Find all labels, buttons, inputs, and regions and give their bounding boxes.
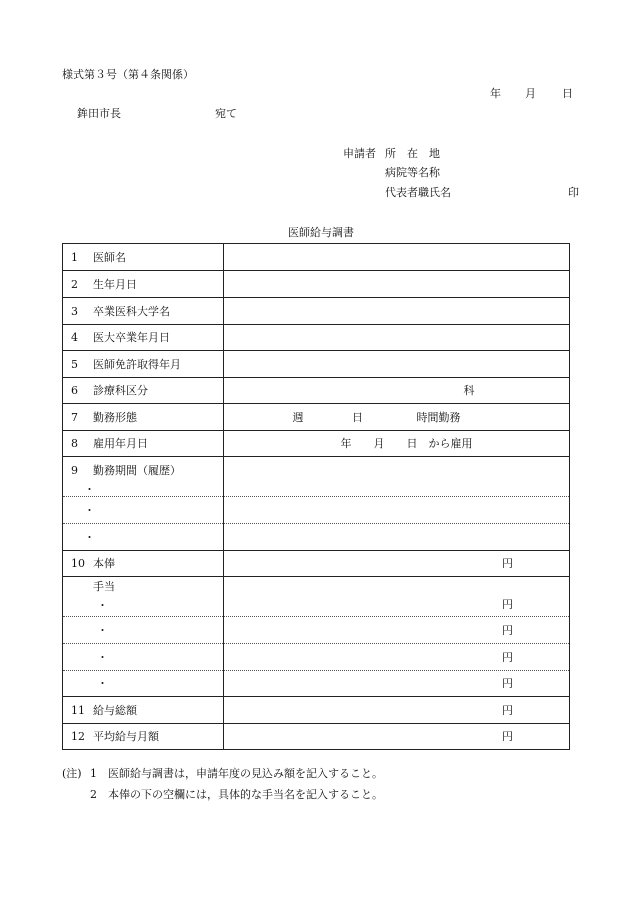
row-label: 本俸 (93, 557, 115, 570)
date-month: 月 (525, 87, 536, 100)
row-label: 卒業医科大学名 (93, 304, 170, 318)
applicant-label: 申請者 (343, 147, 376, 160)
hospital-name-label: 病院等名称 (385, 166, 440, 179)
table-row (63, 404, 570, 431)
department-unit: 科 (463, 384, 475, 397)
yen-unit: 円 (502, 623, 513, 637)
row-label: 勤務期間（履歴） (93, 463, 181, 477)
table-row (63, 524, 570, 551)
allowance-field-1[interactable] (224, 577, 570, 617)
table-row (63, 351, 570, 378)
note-2-number: 2 (90, 788, 97, 801)
average-monthly-salary-field[interactable] (224, 724, 570, 750)
row-number: 7 (71, 410, 78, 424)
graduation-date-field[interactable] (224, 325, 570, 351)
bullet: ・ (84, 483, 95, 497)
yen-unit: 円 (502, 598, 513, 611)
license-date-field[interactable] (224, 351, 570, 378)
total-salary-field[interactable] (224, 697, 570, 724)
form-number: 様式第３号（第４条関係） (62, 68, 194, 81)
addressee: 鉾田市長 (77, 107, 121, 120)
row-label: 雇用年月日 (93, 437, 148, 450)
hire-date-text: 年 月 日 から雇用 (340, 437, 473, 450)
row-label: 平均給与月額 (93, 730, 159, 743)
row-number: 2 (71, 277, 78, 291)
date-year: 年 (490, 87, 501, 100)
row-label: 医師名 (93, 250, 126, 264)
table-row (63, 671, 570, 697)
work-history-field-2[interactable] (224, 497, 570, 524)
doctor-name-field[interactable] (224, 244, 570, 271)
row-number: 4 (71, 331, 78, 344)
yen-unit: 円 (502, 730, 513, 743)
seal-mark: 印 (568, 186, 579, 199)
row-number: 11 (71, 703, 85, 717)
yen-unit: 円 (502, 677, 513, 690)
department-field[interactable] (224, 378, 570, 404)
table-row (63, 378, 570, 404)
row-label: 生年月日 (93, 277, 137, 291)
base-salary-field[interactable] (224, 551, 570, 577)
row-label: 勤務形態 (93, 410, 137, 424)
salary-table (62, 243, 570, 750)
allowance-field-2[interactable] (224, 617, 570, 644)
document-title: 医師給与調書 (288, 226, 354, 239)
row-number: 8 (71, 437, 78, 450)
bullet: ・ (97, 599, 108, 613)
row-number: 1 (71, 250, 78, 264)
bullet: ・ (97, 623, 108, 637)
table-row (63, 697, 570, 724)
day-unit: 日 (352, 410, 363, 424)
table-row (63, 271, 570, 298)
note-1: 医師給与調書は，申請年度の見込み額を記入すること。 (108, 767, 383, 780)
row-label: 医大卒業年月日 (93, 331, 170, 344)
addressee-suffix: 宛て (215, 107, 237, 120)
row-label: 給与総額 (93, 703, 137, 717)
table-row (63, 577, 570, 596)
yen-unit: 円 (502, 650, 513, 664)
row-number: 3 (71, 304, 78, 318)
bullet: ・ (84, 530, 95, 544)
allowance-label: 手当 (93, 579, 115, 593)
row-number: 6 (71, 384, 78, 397)
allowance-field-3[interactable] (224, 644, 570, 671)
bullet: ・ (84, 503, 95, 517)
week-unit: 週 (292, 410, 304, 424)
table-row (63, 298, 570, 325)
row-number: 10 (71, 557, 85, 570)
row-label: 医師免許取得年月 (93, 357, 181, 371)
table-row (63, 325, 570, 351)
work-history-field-1[interactable] (224, 457, 570, 497)
table-row (63, 724, 570, 750)
table-row (63, 497, 570, 524)
representative-label: 代表者職氏名 (385, 186, 451, 199)
medical-school-field[interactable] (224, 298, 570, 325)
table-row (63, 551, 570, 577)
hours-unit: 時間勤務 (416, 410, 461, 424)
note-2: 本俸の下の空欄には，具体的な手当名を記入すること。 (108, 788, 383, 801)
table-row (63, 457, 570, 484)
row-label: 診療科区分 (93, 384, 148, 397)
yen-unit: 円 (502, 703, 513, 717)
birthdate-field[interactable] (224, 271, 570, 298)
table-row (63, 617, 570, 644)
work-history-field-3[interactable] (224, 524, 570, 551)
address-label: 所 在 地 (385, 147, 440, 160)
hire-date-field[interactable] (224, 431, 570, 457)
table-row (63, 244, 570, 271)
yen-unit: 円 (502, 557, 513, 570)
work-pattern-field[interactable] (224, 404, 570, 431)
table-row (63, 644, 570, 671)
note-1-number: 1 (90, 767, 97, 780)
row-number: 5 (71, 357, 78, 371)
table-row (63, 431, 570, 457)
bullet: ・ (97, 677, 108, 690)
allowance-field-4[interactable] (224, 671, 570, 697)
row-number: 9 (71, 463, 78, 477)
date-day: 日 (562, 87, 573, 100)
note-prefix: (注) (62, 767, 82, 780)
row-number: 12 (71, 730, 85, 743)
bullet: ・ (97, 650, 108, 664)
